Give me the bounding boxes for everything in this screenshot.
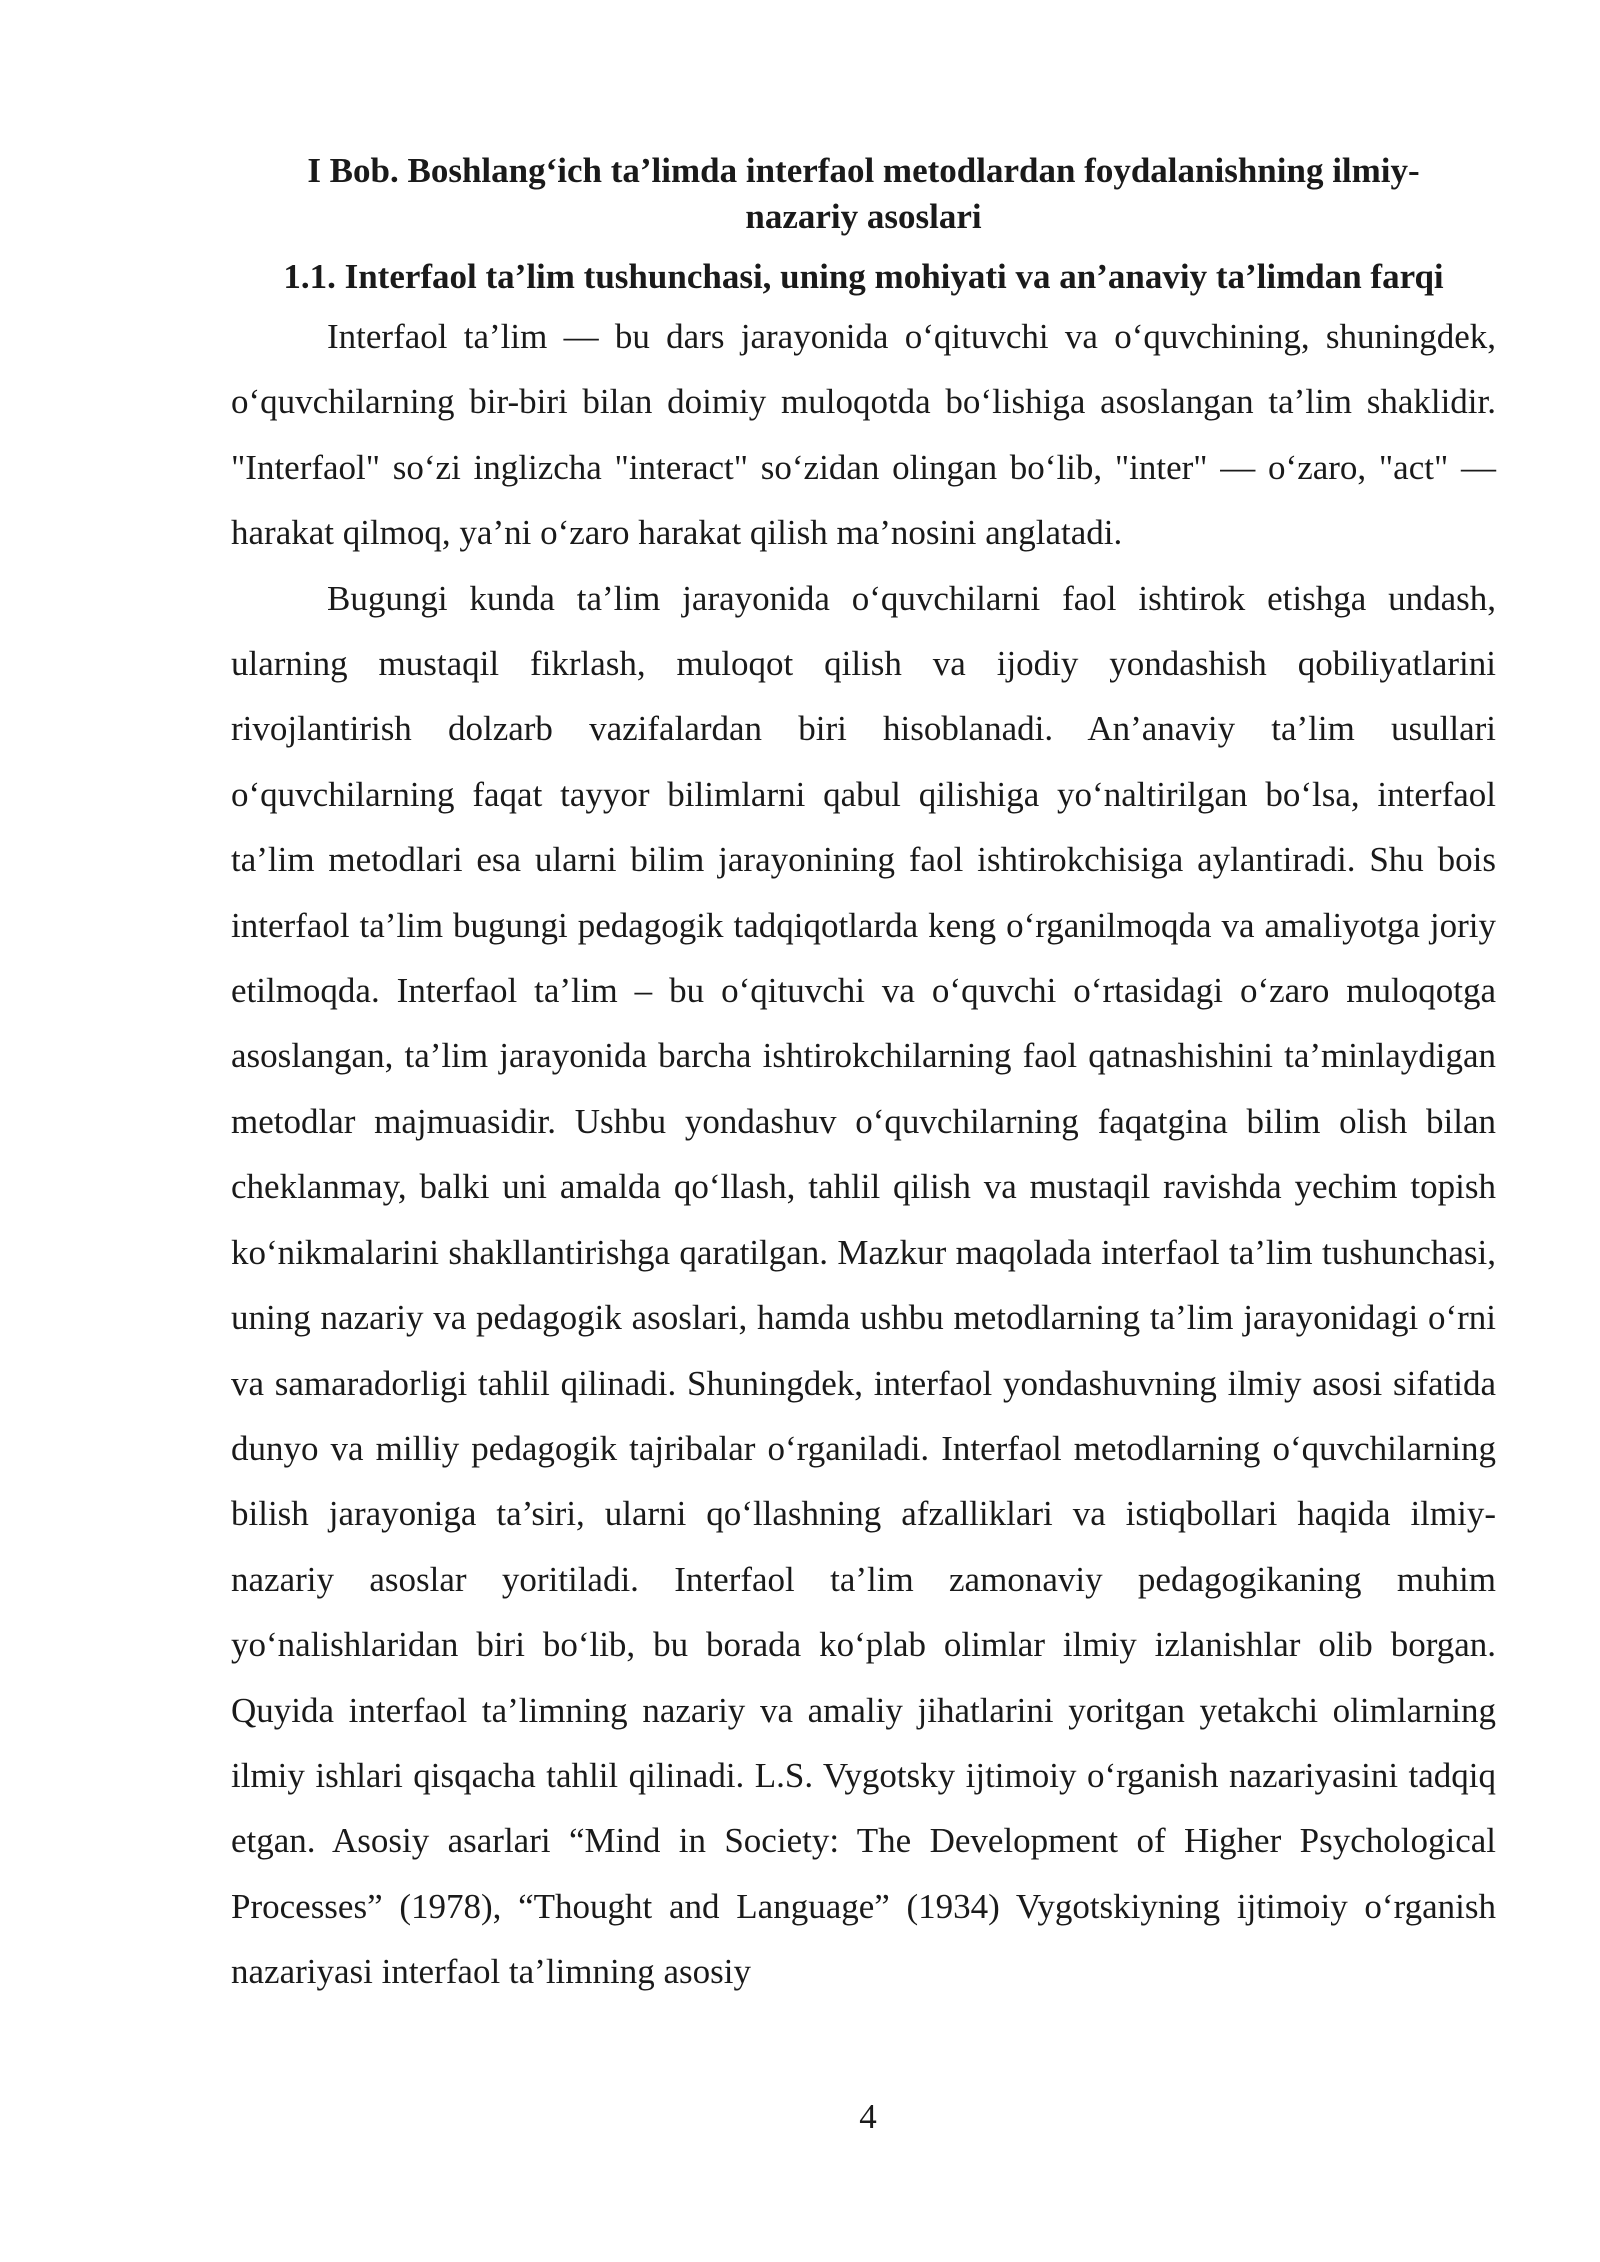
chapter-title: I Bob. Boshlang‘ich ta’limda interfaol metodlardan foydalanishning ilmiy-nazariy asoslari [307, 151, 1420, 236]
body-paragraph: Interfaol ta’lim — bu dars jarayonida o‘qituvchi va o‘quvchining, shuningdek, o‘quvchilarning bir-biri bilan doimiy muloqotda bo‘lishiga asoslangan ta’lim shaklidir. "Interfaol" so‘zi inglizcha "interact" so‘zidan olingan bo‘lib, "inter" — o‘zaro, "act" — harakat qilmoq, ya’ni o‘zaro harakat qilish ma’nosini anglatadi. [231, 317, 1496, 553]
body-paragraph: Bugungi kunda ta’lim jarayonida o‘quvchilarni faol ishtirok etishga undash, ularning mustaqil fikrlash, muloqot qilish va ijodiy yondashish qobiliyatlarini rivojlantirish dolzarb vazifalardan biri hisoblanadi. An’anaviy ta’lim usullari o‘quvchilarning faqat tayyor bilimlarni qabul qilishiga yo‘naltirilgan bo‘lsa, interfaol ta’lim metodlari esa ularni bilim jarayonining faol ishtirokchisiga aylantiradi. Shu bois interfaol ta’lim bugungi pedagogik tadqiqotlarda keng o‘rganilmoqda va amaliyotga joriy etilmoqda. Interfaol ta’lim – bu o‘qituvchi va o‘quvchi o‘rtasidagi o‘zaro muloqotga asoslangan, ta’lim jarayonida barcha ishtirokchilarning faol qatnashishini ta’minlaydigan metodlar majmuasidir. Ushbu yondashuv o‘quvchilarning faqatgina bilim olish bilan cheklanmay, balki uni amalda qo‘llash, tahlil qilish va mustaqil ravishda yechim topish ko‘nikmalarini shakllantirishga qaratilgan. Mazkur maqolada interfaol ta’lim tushunchasi, uning nazariy va pedagogik asoslari, hamda ushbu metodlarning ta’lim jarayonidagi o‘rni va samaradorligi tahlil qilinadi. Shuningdek, interfaol yondashuvning ilmiy asosi sifatida dunyo va milliy pedagogik tajribalar o‘rganiladi. Interfaol metodlarning o‘quvchilarning bilish jarayoniga ta’siri, ularni qo‘llashning afzalliklari va istiqbollari haqida ilmiy-nazariy asoslar yoritiladi. Interfaol ta’lim zamonaviy pedagogikaning muhim yo‘nalishlaridan biri bo‘lib, bu borada ko‘plab olimlar ilmiy izlanishlar olib borgan. Quyida interfaol ta’limning nazariy va amaliy jihatlarini yoritgan yetakchi olimlarning ilmiy ishlari qisqacha tahlil qilinadi. L.S. Vygotsky ijtimoiy o‘rganish nazariyasini tadqiq etgan. Asosiy asarlari “Mind in Society: The Development of Higher Psychological Processes” (1978), “Thought and Language” (1934) Vygotskiyning ijtimoiy o‘rganish nazariyasi interfaol ta’limning asosiy [231, 578, 1496, 1992]
page-number: 4 [859, 2097, 877, 2136]
section-title: 1.1. Interfaol ta’lim tushunchasi, uning mohiyati va an’anaviy ta’limdan farqi [283, 257, 1444, 296]
page-content [231, 148, 1496, 2005]
